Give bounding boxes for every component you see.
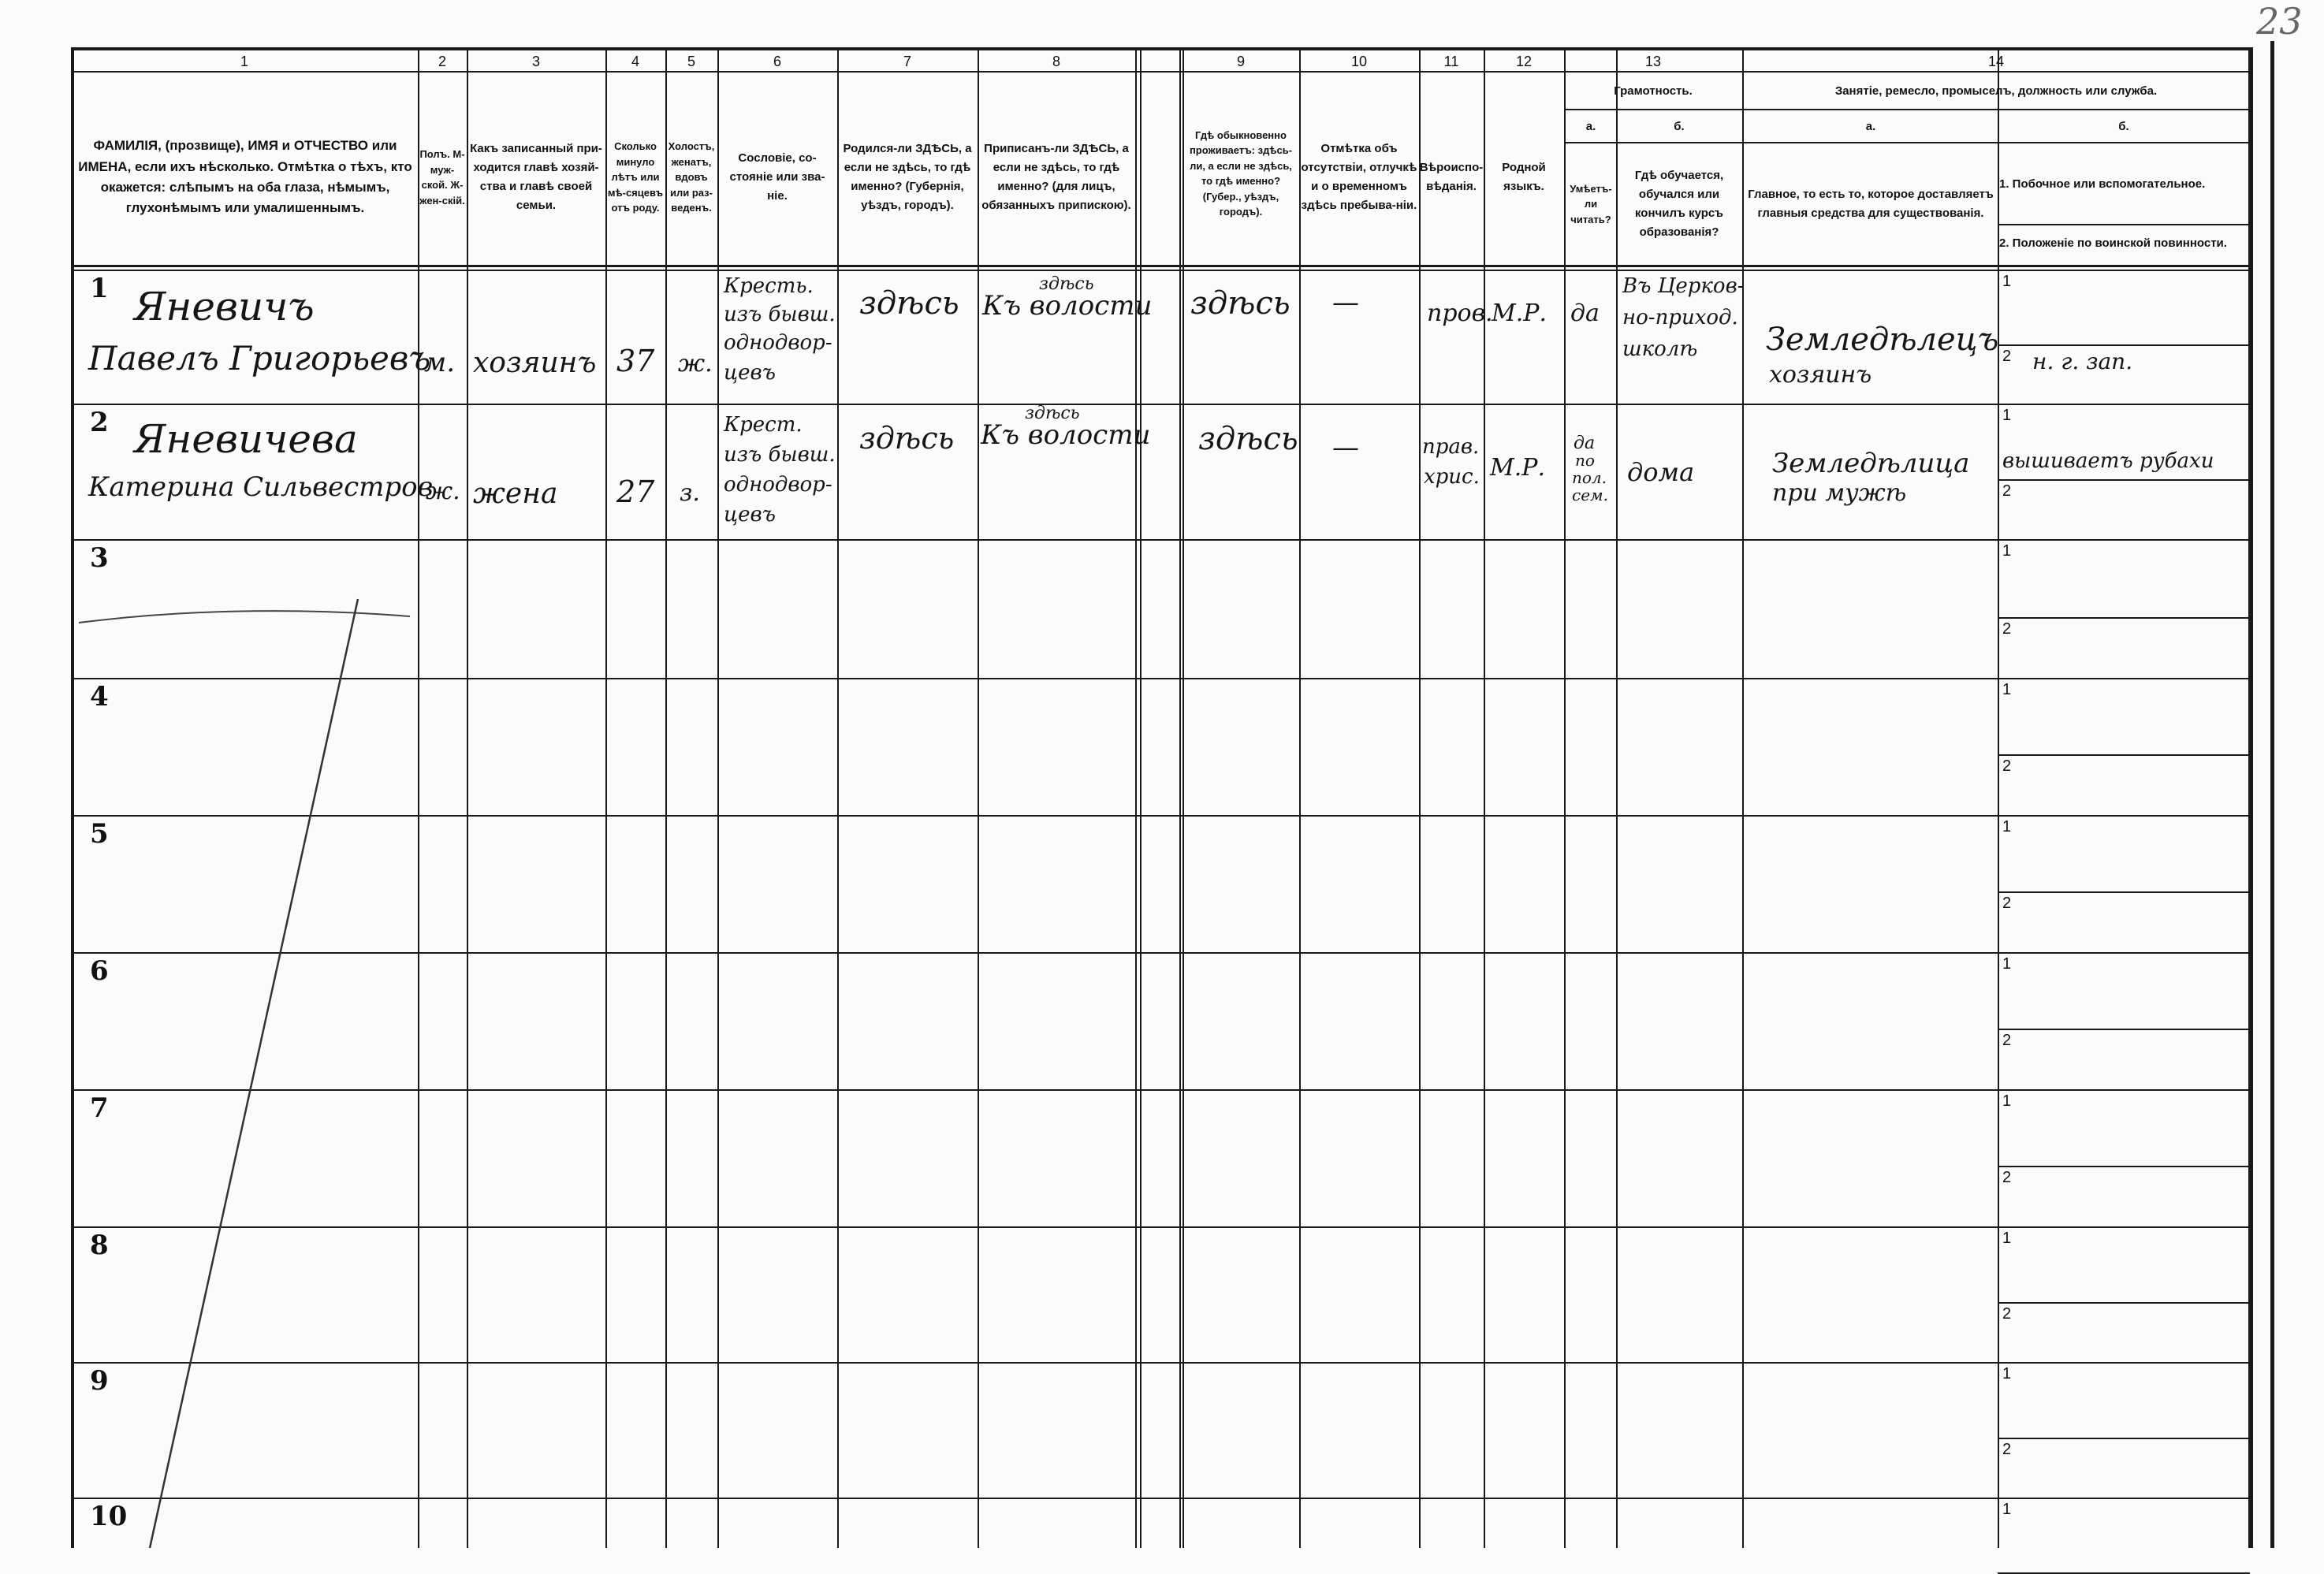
header-side-occupation: 1. Побочное или вспомогательное. (1999, 177, 2206, 191)
row-2-estate-4: цевъ (724, 503, 776, 527)
header-occupation: Занятіе, ремесло, промыселъ, должность или служба. (1834, 84, 2158, 98)
row-2-absence: — (1332, 432, 1359, 463)
row-2-registered: Къ волости (981, 419, 1151, 451)
header-relation: Какъ записанный при-ходится главѣ хозяй-ства и главѣ своей семьи. (470, 142, 602, 212)
header-literacy: Грамотность. (1614, 84, 1693, 98)
row-1-born: здѣсь (859, 285, 959, 322)
row-1-name: Павелъ Григорьевъ (88, 339, 431, 378)
col-num-7: 7 (903, 54, 911, 69)
col-num-8: 8 (1052, 54, 1060, 69)
sub-label-1: 1 (2002, 955, 2012, 973)
sub-label-1: 1 (2002, 407, 2012, 424)
sub-label-2: 2 (2002, 348, 2012, 366)
row-1-religion: пров. (1427, 300, 1493, 327)
row-number: 7 (90, 1092, 109, 1124)
sub-label-2: 2 (2002, 1032, 2012, 1050)
row-2-relation: жена (473, 478, 558, 510)
header-sex: Полъ. М-муж-ской. Ж-жен-скій. (419, 148, 465, 207)
sub-label-1: 1 (2002, 818, 2012, 835)
row-1-estate-3: однодвор- (724, 331, 832, 355)
row-1-estate-4: цевъ (724, 361, 776, 385)
header-main-occupation: Главное, то есть то, которое доставляетъ главныя средства для существованія. (1748, 188, 1994, 220)
col-num-13: 13 (1644, 54, 1662, 69)
page-number: 23 (2256, 0, 2303, 43)
row-2-can-read-3: пол. (1572, 468, 1607, 487)
row-1-occupation-1: Земледѣлецъ (1766, 322, 1999, 358)
header-can-read: Умѣетъ-ли читать? (1570, 182, 1612, 225)
col-num-2: 2 (438, 54, 446, 69)
header-literacy-b: б. (1674, 120, 1685, 133)
row-2-born: здѣсь (859, 421, 955, 456)
row-1-surname: Яневичъ (134, 284, 315, 329)
col-num-11: 11 (1443, 54, 1459, 69)
row-2-name: Катерина Сильвестров (88, 471, 434, 503)
row-1-absence: — (1332, 287, 1359, 318)
header-education: Гдѣ обучается, обучался или кончилъ курсъ образованія? (1634, 169, 1724, 239)
row-2-language: М.Р. (1490, 454, 1545, 482)
row-2-can-read-4: сем. (1572, 486, 1608, 504)
sub-label-1: 1 (2002, 1365, 2012, 1382)
col-num-10: 10 (1350, 54, 1368, 69)
row-number: 3 (90, 542, 109, 574)
row-number: 5 (90, 818, 109, 850)
header-birthplace: Родился-ли ЗДѢСЬ, а если не здѣсь, то гдѣ именно? (Губернія, уѣздъ, городъ). (843, 142, 972, 212)
row-1-education-2: но-приход. (1622, 306, 1738, 329)
row-number: 1 (90, 273, 109, 304)
row-1-occupation-2: хозяинъ (1769, 361, 1872, 389)
col-num-4: 4 (631, 54, 639, 69)
row-2-occupation-1: Земледѣлица (1772, 448, 1970, 479)
col-num-9: 9 (1236, 54, 1245, 69)
row-number: 4 (90, 681, 109, 713)
header-estate: Сословіе, со-стояніе или зва-ніе. (729, 151, 825, 203)
header-registered: Приписанъ-ли ЗДѢСЬ, а если не здѣсь, то гдѣ именно? (для лицъ, обязанныхъ припискою). (981, 142, 1131, 212)
header-literacy-a: а. (1585, 120, 1596, 133)
row-2-age: 27 (616, 474, 655, 509)
row-1-age: 37 (616, 344, 655, 378)
sub-label-1: 1 (2002, 1230, 2012, 1247)
header-religion: Вѣроиспо-вѣданія. (1419, 161, 1484, 193)
sub-label-1: 1 (2002, 681, 2012, 698)
row-2-occupation-2: при мужѣ (1772, 479, 1907, 507)
header-occupation-a: а. (1865, 120, 1876, 133)
row-2-religion-2: хрис. (1424, 465, 1480, 489)
row-1-marital: ж. (678, 350, 713, 378)
row-number: 10 (90, 1501, 128, 1532)
row-2-estate-1: Крест. (724, 413, 803, 437)
row-2-surname: Яневичева (134, 416, 358, 462)
col-num-12: 12 (1515, 54, 1533, 69)
row-2-education: дома (1627, 457, 1695, 487)
row-2-religion-1: прав. (1422, 435, 1480, 459)
row-1-relation: хозяинъ (473, 347, 597, 379)
row-2-estate-3: однодвор- (724, 473, 832, 497)
row-1-military: н. г. зап. (2032, 348, 2133, 374)
header-occupation-b: б. (2118, 120, 2129, 133)
sub-label-2: 2 (2002, 895, 2012, 913)
row-1-can-read: да (1570, 300, 1600, 327)
row-2-can-read-2: по (1575, 451, 1595, 470)
row-1-estate-2: изъ бывш. (724, 303, 836, 326)
row-1-registered: Къ волости (982, 290, 1153, 322)
sub-label-1: 1 (2002, 273, 2012, 290)
row-2-marital: з. (680, 479, 700, 507)
row-number: 6 (90, 955, 109, 987)
row-1-education-3: школѣ (1622, 337, 1698, 361)
sub-label-1: 1 (2002, 542, 2012, 560)
header-military: 2. Положеніе по воинской повинности. (1999, 236, 2227, 250)
header-language: Родной языкъ. (1502, 161, 1546, 193)
row-number: 2 (90, 407, 109, 438)
sub-label-1: 1 (2002, 1501, 2012, 1518)
sub-label-2: 2 (2002, 1441, 2012, 1459)
header-residence: Гдѣ обыкновенно проживаетъ: здѣсь-ли, а если не здѣсь, то гдѣ именно? (Губер., уѣздъ, городъ). (1189, 128, 1293, 218)
sub-label-2: 2 (2002, 1305, 2012, 1323)
header-age: Сколько минуло лѣтъ или мѣ-сяцевъ отъ роду. (607, 140, 664, 214)
col-num-3: 3 (531, 54, 540, 69)
row-1-resides: здѣсь (1190, 285, 1290, 322)
row-1-estate-1: Кресть. (724, 274, 814, 298)
sub-label-2: 2 (2002, 620, 2012, 638)
sub-label-2: 2 (2002, 482, 2012, 500)
header-name: ФАМИЛІЯ, (прозвище), ИМЯ и ОТЧЕСТВО или ИМЕНА, если ихъ нѣсколько. Отмѣтка о тѣхъ, кто окажется: слѣпымъ на оба глаза, нѣмымъ, глухонѣмымъ или умалишеннымъ. (78, 138, 412, 216)
row-1-sex: м. (424, 347, 455, 378)
sub-label-2: 2 (2002, 1169, 2012, 1187)
row-2-can-read-1: да (1574, 434, 1596, 453)
col-num-5: 5 (687, 54, 695, 69)
row-1-language: М.Р. (1492, 300, 1547, 327)
row-2-side-occupation: вышиваетъ рубахи (2002, 449, 2214, 473)
row-2-sex: ж. (426, 478, 460, 505)
header-marital: Холостъ, женатъ, вдовъ или раз-веденъ. (668, 140, 715, 214)
sub-label-2: 2 (2002, 757, 2012, 776)
row-2-reg-note: здѣсь (1025, 404, 1080, 423)
col-num-1: 1 (240, 54, 248, 69)
row-2-estate-2: изъ бывш. (724, 443, 836, 467)
sub-label-1: 1 (2002, 1092, 2012, 1110)
col-num-6: 6 (773, 54, 781, 69)
row-1-reg-note: здѣсь (1039, 274, 1094, 294)
row-number: 8 (90, 1230, 109, 1261)
header-absence: Отмѣтка объ отсутствіи, отлучкѣ и о временномъ здѣсь пребыва-ніи. (1301, 142, 1417, 212)
col-num-14: 14 (1987, 54, 2005, 69)
row-2-resides: здѣсь (1198, 421, 1298, 457)
row-number: 9 (90, 1365, 109, 1397)
row-1-education-1: Въ Церков- (1622, 274, 1745, 298)
